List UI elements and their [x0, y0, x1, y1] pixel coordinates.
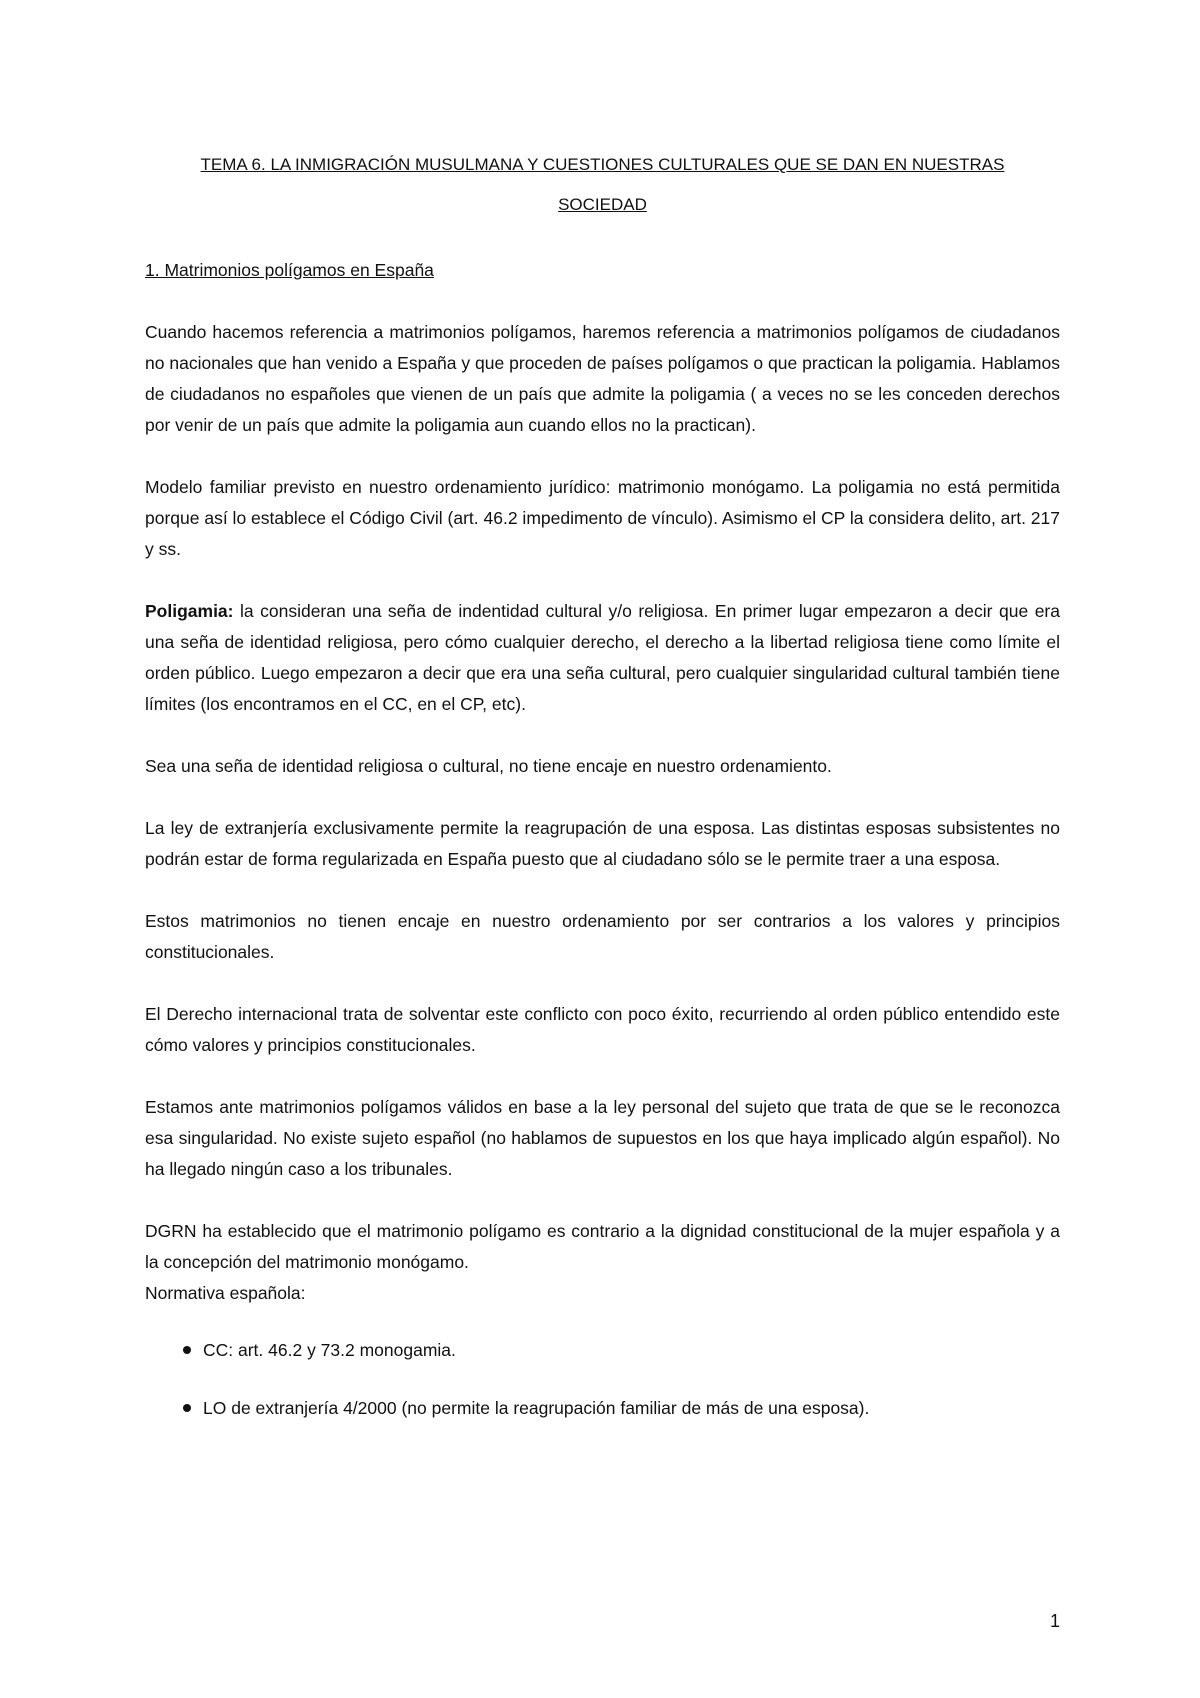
- paragraph-poligamia: [145, 596, 1060, 720]
- poligamia-text: la consideran una seña de indentidad cultural y/o religiosa. En primer lugar empezaron a decir que era una seña de identidad religiosa, pero cómo cualquier derecho, el derecho a la libertad religiosa tiene como límite el orden público. Luego empezaron a decir que era una seña cultural, pero cualquier singularidad cultural también tiene límites (los encontramos en el CC, en el CP, etc).: [145, 601, 1060, 714]
- list-item: [145, 1393, 1060, 1424]
- normativa-list: [145, 1335, 1060, 1424]
- title-line-1: TEMA 6. LA INMIGRACIÓN MUSULMANA Y CUESTIONES CULTURALES QUE SE DAN EN NUESTRAS: [200, 155, 1005, 174]
- paragraph-valid-marriages: Estamos ante matrimonios polígamos válidos en base a la ley personal del sujeto que trata de que se le reconozca esa singularidad. No existe sujeto español (no hablamos de supuestos en los que haya implicado algún español). No ha llegado ningún caso a los tribunales.: [145, 1097, 1060, 1179]
- document-title: [145, 145, 1060, 225]
- paragraph-family-model: Modelo familiar previsto en nuestro ordenamiento jurídico: matrimonio monógamo. La poligamia no está permitida porque así lo establece el Código Civil (art. 46.2 impedimento de vínculo). Asimismo el CP la considera delito, art. 217 y ss.: [145, 477, 1061, 559]
- list-item-text: CC: art. 46.2 y 73.2 monogamia.: [203, 1340, 456, 1360]
- paragraph-dgrn: DGRN ha establecido que el matrimonio polígamo es contrario a la dignidad constitucional de la mujer española y a la concepción del matrimonio monógamo.: [145, 1221, 1060, 1272]
- paragraph-normativa: Normativa española:: [145, 1283, 306, 1303]
- title-line-2: SOCIEDAD: [558, 195, 647, 214]
- paragraph-extranjeria: La ley de extranjería exclusivamente permite la reagrupación de una esposa. Las distintas esposas subsistentes no podrán estar de forma regularizada en España puesto que al ciudadano sólo se le permite traer a una esposa.: [145, 818, 1060, 869]
- bullet-icon: [183, 1404, 191, 1412]
- list-item-text: LO de extranjería 4/2000 (no permite la reagrupación familiar de más de una esposa).: [203, 1398, 870, 1418]
- section-heading: 1. Matrimonios polígamos en España: [145, 260, 434, 280]
- document-body: [145, 145, 1060, 1451]
- paragraph-intro: Cuando hacemos referencia a matrimonios polígamos, haremos referencia a matrimonios polígamos de ciudadanos no nacionales que han venido a España y que proceden de países polígamos o que practican la poligamia. Hablamos de ciudadanos no españoles que vienen de un país que admite la poligamia ( a veces no se les conceden derechos por venir de un país que admite la poligamia aun cuando ellos no la practican).: [145, 322, 1060, 435]
- page-number: 1: [1049, 1611, 1060, 1631]
- paragraph-constitutional: Estos matrimonios no tienen encaje en nuestro ordenamiento por ser contrarios a los valores y principios constitucionales.: [145, 911, 1060, 962]
- poligamia-lead: Poligamia:: [145, 601, 234, 621]
- paragraph-international-law: El Derecho internacional trata de solventar este conflicto con poco éxito, recurriendo al orden público entendido este cómo valores y principios constitucionales.: [145, 1004, 1060, 1055]
- bullet-icon: [183, 1346, 191, 1354]
- list-item: [145, 1335, 1060, 1366]
- paragraph-identity: Sea una seña de identidad religiosa o cultural, no tiene encaje en nuestro ordenamiento.: [145, 756, 832, 776]
